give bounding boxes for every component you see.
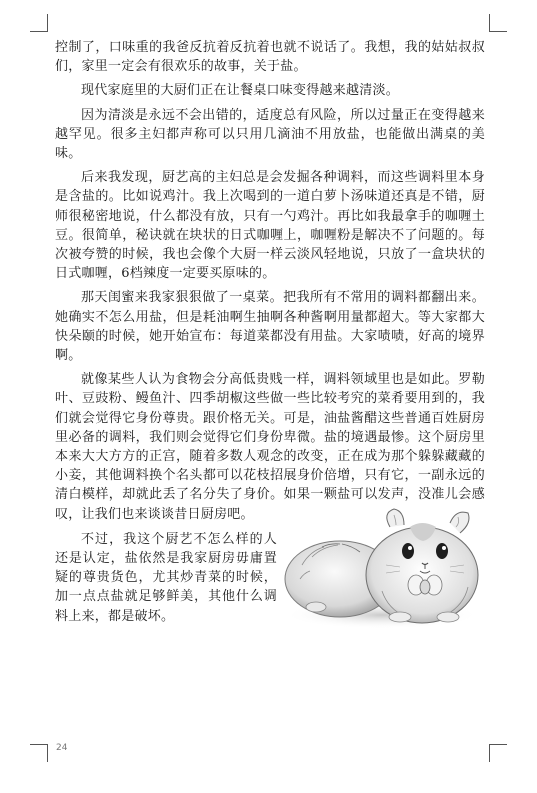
hamster-front-icon xyxy=(366,509,478,623)
hamster-eye-right xyxy=(436,543,448,559)
crop-mark-top-left-horizontal xyxy=(30,31,48,32)
paragraph-continued: 控制了，口味重的我爸反抗着反抗着也就不说话了。我想，我的姑姑叔叔们，家里一定会有很欢乐的故事，关于盐。 xyxy=(55,40,485,75)
crop-mark-top-right-vertical xyxy=(489,14,490,32)
paragraph: 就像某些人认为食物会分高低贵贱一样，调料领域里也是如此。罗勒叶、豆豉粉、鳗鱼汁、四季胡椒这些做一些比较考究的菜肴要用到的，我们就会觉得它身份尊贵。跟价格无关。可是，油盐酱醋这些普通百姓厨房里必备的调料，我们则会觉得它们身份卑微。盐的境遇最惨。这个厨房里本来大大方方的正宫，随着多数人观念的改变，正在成为那个躲躲藏藏的小妾，其他调料换个名头都可以花枝招展身价倍增，只有它，一副永远的清白模样，却就此丢了名分失了身价。如果一颗盐可以发声，没准儿会感叹，让我们也来谈谈昔日厨房吧。 xyxy=(55,372,485,522)
seed-icon xyxy=(420,580,430,594)
paragraph: 现代家庭里的大厨们正在让餐桌口味变得越来越清淡。 xyxy=(81,83,400,99)
paragraph: 后来我发现，厨艺高的主妇总是会发掘各种调料，而这些调料里本身是含盐的。比如说鸡汁。我上次喝到的一道白萝卜汤味道还真是不错，厨师很秘密地说，什么都没有放，只有一勺鸡汁。再比如我最拿手的咖喱土豆。很简单，秘诀就在块状的日式咖喱上，咖喱粉是解决不了问题的。每次被夸赞的时候，我也会像个大厨一样云淡风轻地说，只放了一盒块状的日式咖喱，6档辣度一定要买原味的。 xyxy=(55,170,485,282)
paragraph: 因为清淡是永远不会出错的，适度总有风险，所以过量正在变得越来越罕见。很多主妇都声称可以只用几滴油不用放盐，也能做出满桌的美味。 xyxy=(55,107,485,162)
crop-mark-bottom-left-vertical xyxy=(47,744,48,762)
page-number: 24 xyxy=(56,743,68,753)
crop-mark-bottom-right-vertical xyxy=(489,744,490,762)
paragraph: 不过，我这个厨艺不怎么样的人还是认定，盐依然是我家厨房毋庸置疑的尊贵货色，尤其炒青菜的时候，加一点点盐就足够鲜美，其他什么调料上来，都是破坏。 xyxy=(55,531,277,624)
hamster-eye-left xyxy=(402,543,414,559)
hamster-illustration xyxy=(282,487,487,632)
crop-mark-top-right-horizontal xyxy=(489,31,507,32)
crop-mark-top-left-vertical xyxy=(47,14,48,32)
crop-mark-bottom-left-horizontal xyxy=(30,744,48,745)
crop-mark-bottom-right-horizontal xyxy=(489,744,507,745)
paragraph: 那天闺蜜来我家狠狠做了一桌菜。把我所有不常用的调料都翻出来。她确实不怎么用盐，但是耗油啊生抽啊各种酱啊用量都超大。等大家都大快朵颐的时候，她开始宣布：每道菜都没有用盐。大家啧啧，好高的境界啊。 xyxy=(55,290,485,364)
